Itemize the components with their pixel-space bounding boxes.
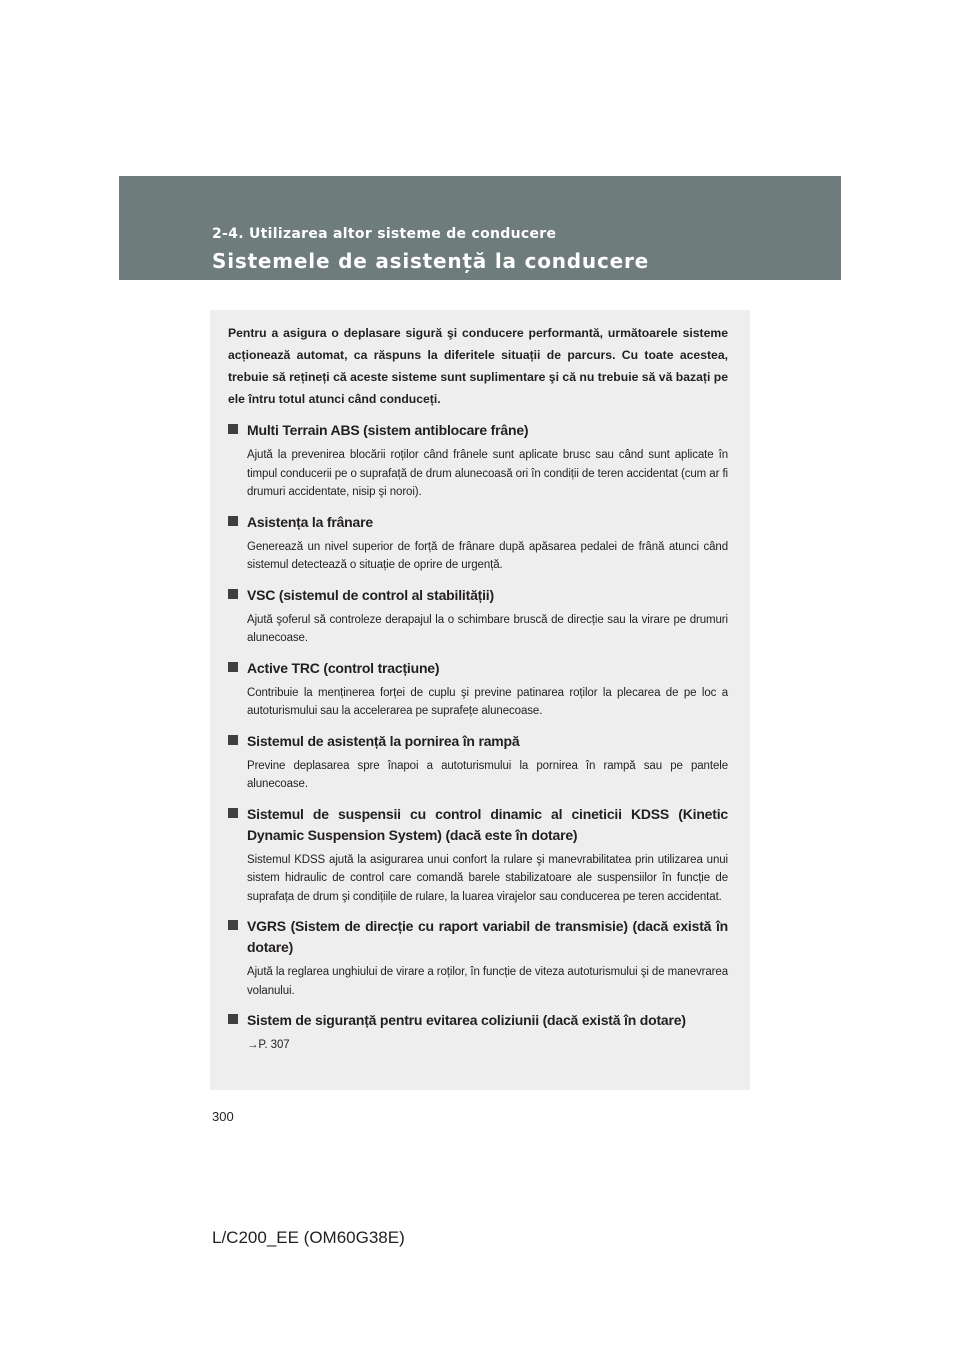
feature-item: [228, 1010, 728, 1055]
square-bullet-icon: [228, 920, 238, 930]
square-bullet-icon: [228, 808, 238, 818]
feature-title: Sistem de siguranță pentru evitarea coliziunii (dacă există în dotare): [247, 1012, 686, 1028]
feature-title: Multi Terrain ABS (sistem antiblocare frâne): [247, 422, 529, 438]
square-bullet-icon: [228, 424, 238, 434]
feature-description: Contribuie la menținerea forței de cuplu şi previne patinarea roților la plecarea de pe loc a autoturismului sau la accelerarea pe suprafețe alunecoase.: [247, 686, 728, 717]
square-bullet-icon: [228, 1014, 238, 1024]
feature-item: [228, 804, 728, 907]
feature-title: VSC (sistemul de control al stabilității): [247, 586, 494, 603]
feature-title: VGRS (Sistem de direcție cu raport variabil de transmisie) (dacă există în dotare): [247, 918, 728, 955]
square-bullet-icon: [228, 516, 238, 526]
section-label: 2-4. Utilizarea altor sisteme de conducere: [212, 226, 557, 242]
feature-item: [228, 731, 728, 794]
feature-item: [228, 585, 728, 648]
feature-description: Previne deplasarea spre înapoi a autoturismului la pornirea în rampă sau pe pantele alunecoase.: [247, 759, 728, 790]
feature-title: Sistemul de suspensii cu control dinamic al cineticii KDSS (Kinetic Dynamic Suspension System) (dacă este în dotare): [247, 805, 728, 843]
page-number: 300: [212, 1109, 234, 1124]
feature-description: Ajută la reglarea unghiului de virare a roților, în funcție de viteza autoturismului şi de manevrarea volanului.: [247, 966, 728, 997]
square-bullet-icon: [228, 735, 238, 745]
feature-description: Sistemul KDSS ajută la asigurarea unui confort la rulare şi manevrabilitatea prin utilizarea unui sistem hidraulic de control care comandă barele stabilizatoare ale suspensiilor în funcție de suprafața de drum şi condițiile de rulare, la luarea virajelor sau conducerea pe teren accidentat.: [247, 853, 728, 903]
feature-item: [228, 420, 728, 502]
feature-item: [228, 916, 728, 1000]
feature-description: Generează un nivel superior de forță de frânare după apăsarea pedalei de frână atunci când sistemul detectează o situație de oprire de urgență.: [247, 540, 728, 571]
square-bullet-icon: [228, 589, 238, 599]
feature-title: Sistemul de asistență la pornirea în rampă: [247, 732, 520, 749]
content-box: [210, 310, 750, 1090]
feature-item: [228, 512, 728, 575]
page-reference-link[interactable]: →P. 307: [247, 1039, 290, 1051]
feature-description: Ajută la prevenirea blocării roților când frânele sunt aplicate brusc sau când sunt aplicate în timpul conducerii pe o suprafață de drum alunecoasă ori în condiții de teren accidentat (cum ar fi drumuri accidentate, nisip şi noroi).: [247, 449, 728, 498]
feature-title: Active TRC (control tracțiune): [247, 659, 440, 676]
feature-title: Asistența la frânare: [247, 513, 373, 530]
square-bullet-icon: [228, 662, 238, 672]
intro-paragraph: Pentru a asigura o deplasare sigură şi conducere performantă, următoarele sisteme acționează automat, ca răspuns la diferitele situații de parcurs. Cu toate acestea, trebuie să rețineți că aceste sisteme sunt suplimentare şi că nu trebuie să vă bazați pe ele întru totul atunci când conduceți.: [228, 326, 728, 406]
feature-description: Ajută şoferul să controleze derapajul la o schimbare bruscă de direcție sau la virare pe drumuri alunecoase.: [247, 613, 728, 644]
page-title: Sistemele de asistență la conducere: [212, 249, 650, 273]
document-code: L/C200_EE (OM60G38E): [212, 1228, 405, 1247]
feature-item: [228, 658, 728, 721]
